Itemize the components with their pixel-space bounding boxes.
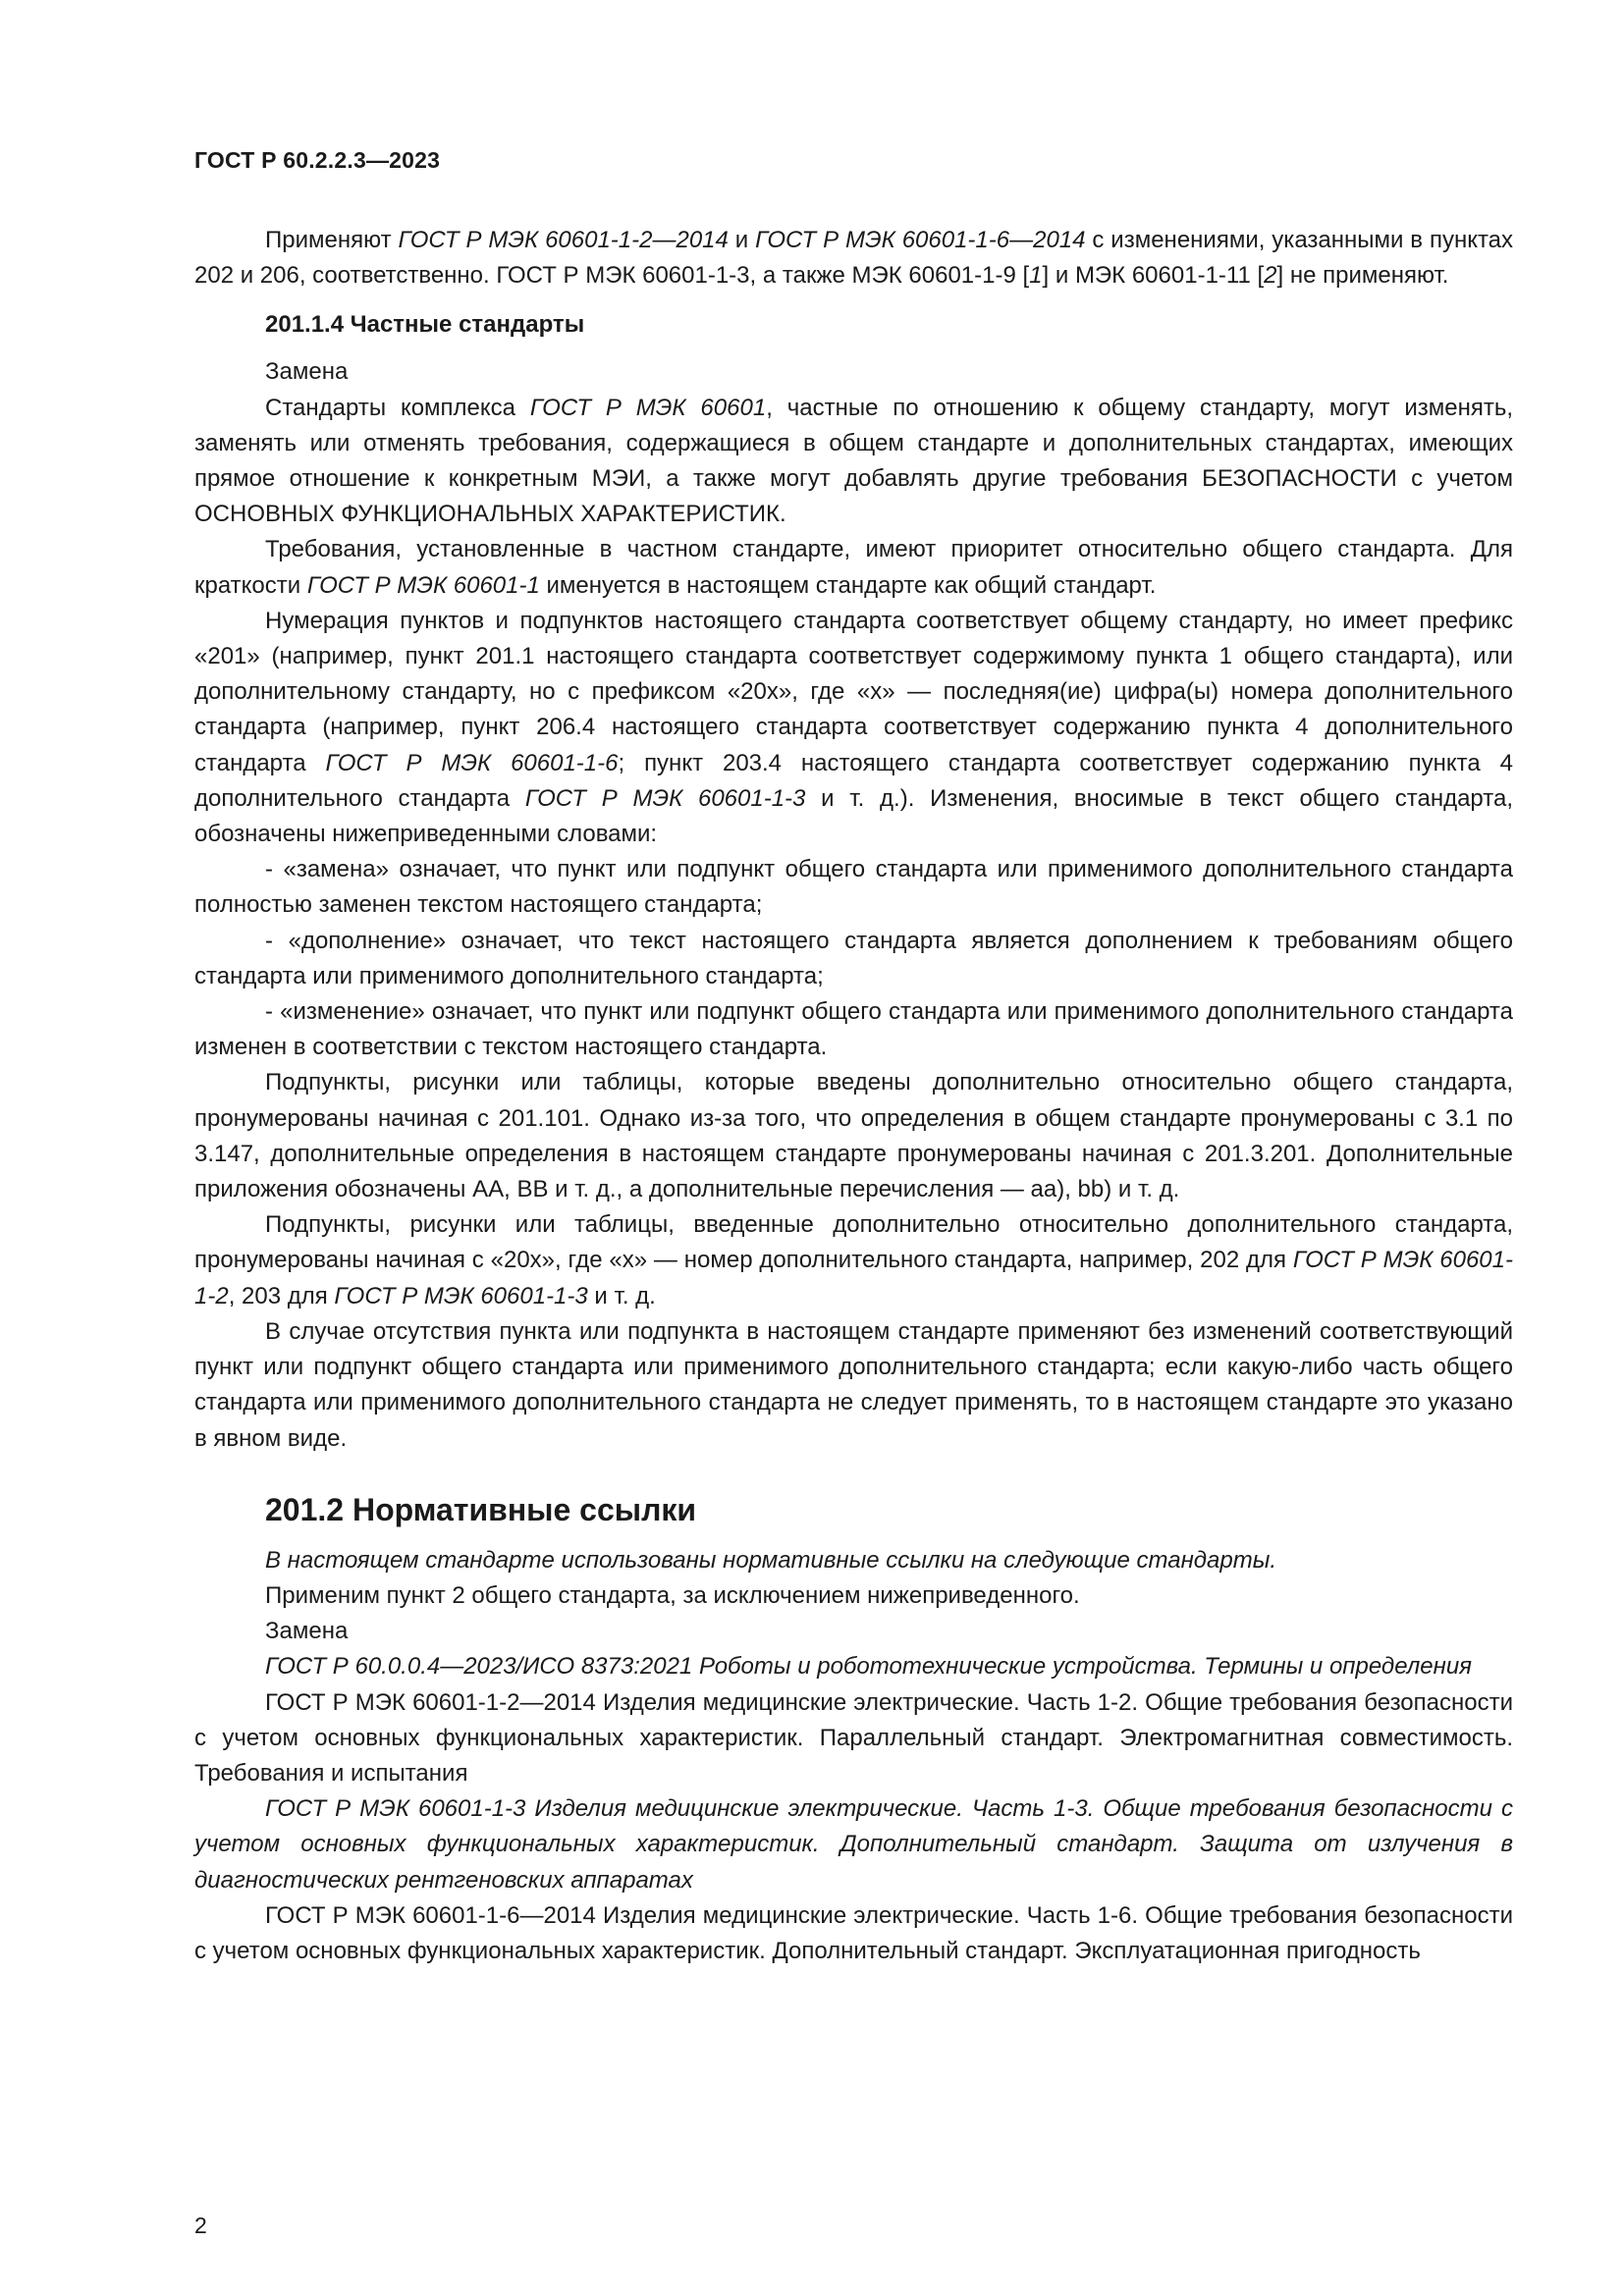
normative-reference-item: ГОСТ Р МЭК 60601-1-3 Изделия медицинские электрические. Часть 1-3. Общие требования безопасности с учетом основных функциональных характеристик. Дополнительный стандарт. Защита от излучения в диагностических рентгеновских аппаратах — [194, 1795, 1513, 1894]
lead-statement: В настоящем стандарте использованы нормативные ссылки на следующие стандарты. — [265, 1546, 1277, 1574]
page-number: 2 — [194, 2213, 207, 2238]
list-item: - «дополнение» означает, что текст настоящего стандарта является дополнением к требованиям общего стандарта или применимого дополнительного стандарта; — [194, 927, 1513, 989]
paragraph: Нумерация пунктов и подпунктов настоящего стандарта соответствует общему стандарту, но имеет префикс «201» (например, пункт 201.1 настоящего стандарта соответствует содержимому пункта 1 общего стандарта), или дополнительному стандарту, но с префиксом «20х», где «х» — последняя(ие) цифра(ы) номера дополнительного стандарта (например, пункт 206.4 настоящего стандарта соответствует содержанию пункта 4 дополнительного стандарта ГОСТ Р МЭК 60601-1-6; пункт 203.4 настоящего стандарта соответствует содержанию пункта 4 дополнительного стандарта ГОСТ Р МЭК 60601-1-3 и т. д.). Изменения, вносимые в текст общего стандарта, обозначены нижеприведенными словами: — [194, 607, 1513, 848]
standard-reference: ГОСТ Р МЭК 60601 — [529, 394, 767, 421]
normative-reference-item: ГОСТ Р 60.0.0.4—2023/ИСО 8373:2021 Роботы и робототехнические устройства. Термины и определения — [265, 1653, 1473, 1681]
standard-reference: ГОСТ Р МЭК 60601-1 — [306, 571, 540, 599]
apply-statement: Применим пункт 2 общего стандарта, за исключением нижеприведенного. — [265, 1581, 1080, 1609]
normative-reference-item: ГОСТ Р МЭК 60601-1-6—2014 Изделия медицинские электрические. Часть 1-6. Общие требования безопасности с учетом основных функциональных характеристик. Дополнительный стандарт. Эксплуатационная пригодность — [194, 1901, 1513, 1964]
paragraph: Подпункты, рисунки или таблицы, которые введены дополнительно относительно общего стандарта, пронумерованы начиная с 201.101. Однако из-за того, что определения в общем стандарте пронумерованы с 3.1 по 3.147, дополнительные определения в настоящем стандарте пронумерованы начиная с 201.3.201. Дополнительные приложения обозначены АА, ВВ и т. д., а дополнительные перечисления — аа), bb) и т. д. — [194, 1069, 1513, 1203]
paragraph: Требования, установленные в частном стандарте, имеют приоритет относительно общего стандарта. Для краткости ГОСТ Р МЭК 60601-1 именуется в настоящем стандарте как общий стандарт. — [194, 536, 1513, 599]
document-code-header: ГОСТ Р 60.2.2.3—2023 — [194, 147, 441, 173]
list-item: - «замена» означает, что пункт или подпункт общего стандарта или применимого дополнительного стандарта полностью заменен текстом настоящего стандарта; — [194, 856, 1513, 919]
normative-reference-item: ГОСТ Р МЭК 60601-1-2—2014 Изделия медицинские электрические. Часть 1-2. Общие требования безопасности с учетом основных функциональных характеристик. Параллельный стандарт. Электромагнитная совместимость. Требования и испытания — [194, 1688, 1513, 1787]
standard-reference: ГОСТ Р МЭК 60601-1-2—2014 — [398, 227, 729, 253]
bibliography-reference: 1 — [1029, 262, 1043, 290]
section-heading-201-1-4: 201.1.4 Частные стандарты — [265, 311, 585, 339]
standard-reference: ГОСТ Р МЭК 60601-1-6—2014 — [755, 227, 1086, 253]
paragraph: В случае отсутствия пункта или подпункта в настоящем стандарте применяют без изменений соответствующий пункт или подпункт общего стандарта или применимого дополнительного стандарта; если какую-либо часть общего стандарта или применимого дополнительного стандарта не следует применять, то в настоящем стандарте это указано в явном виде. — [194, 1317, 1513, 1452]
list-item: - «изменение» означает, что пункт или подпункт общего стандарта или применимого дополнительного стандарта изменен в соответствии с текстом настоящего стандарта. — [194, 998, 1513, 1061]
replace-label: Замена — [265, 1618, 349, 1645]
section-heading-201-2: 201.2 Нормативные ссылки — [265, 1491, 697, 1527]
replace-label: Замена — [265, 358, 349, 386]
standard-reference: ГОСТ Р МЭК 60601-1-6 — [325, 749, 619, 776]
standard-reference: ГОСТ Р МЭК 60601-1-3 — [524, 784, 806, 812]
standard-reference: ГОСТ Р МЭК 60601-1-2 — [194, 1247, 1513, 1309]
bibliography-reference: 2 — [1264, 262, 1277, 290]
standard-reference: ГОСТ Р МЭК 60601-1-3 — [334, 1282, 588, 1309]
intro-paragraph: Применяют ГОСТ Р МЭК 60601-1-2—2014 и ГОСТ Р МЭК 60601-1-6—2014 с изменениями, указанными в пунктах 202 и 206, соответственно. ГОСТ Р МЭК 60601-1-3, а также МЭК 60601-1-9 [1] и МЭК 60601-1-11 [2] не применяют. — [194, 227, 1514, 290]
paragraph: Стандарты комплекса ГОСТ Р МЭК 60601, частные по отношению к общему стандарту, могут изменять, заменять или отменять требования, содержащиеся в общем стандарте и дополнительных стандартах, имеющих прямое отношение к конкретным МЭИ, а также могут добавлять другие требования БЕЗОПАСНОСТИ с учетом ОСНОВНЫХ ФУНКЦИОНАЛЬНЫХ ХАРАКТЕРИСТИК. — [194, 394, 1514, 528]
document-body — [194, 223, 1513, 1969]
paragraph: Подпункты, рисунки или таблицы, введенные дополнительно относительно дополнительного стандарта, пронумерованы начиная с «20х», где «х» — номер дополнительного стандарта, например, 202 для ГОСТ Р МЭК 60601-1-2, 203 для ГОСТ Р МЭК 60601-1-3 и т. д. — [194, 1211, 1513, 1309]
